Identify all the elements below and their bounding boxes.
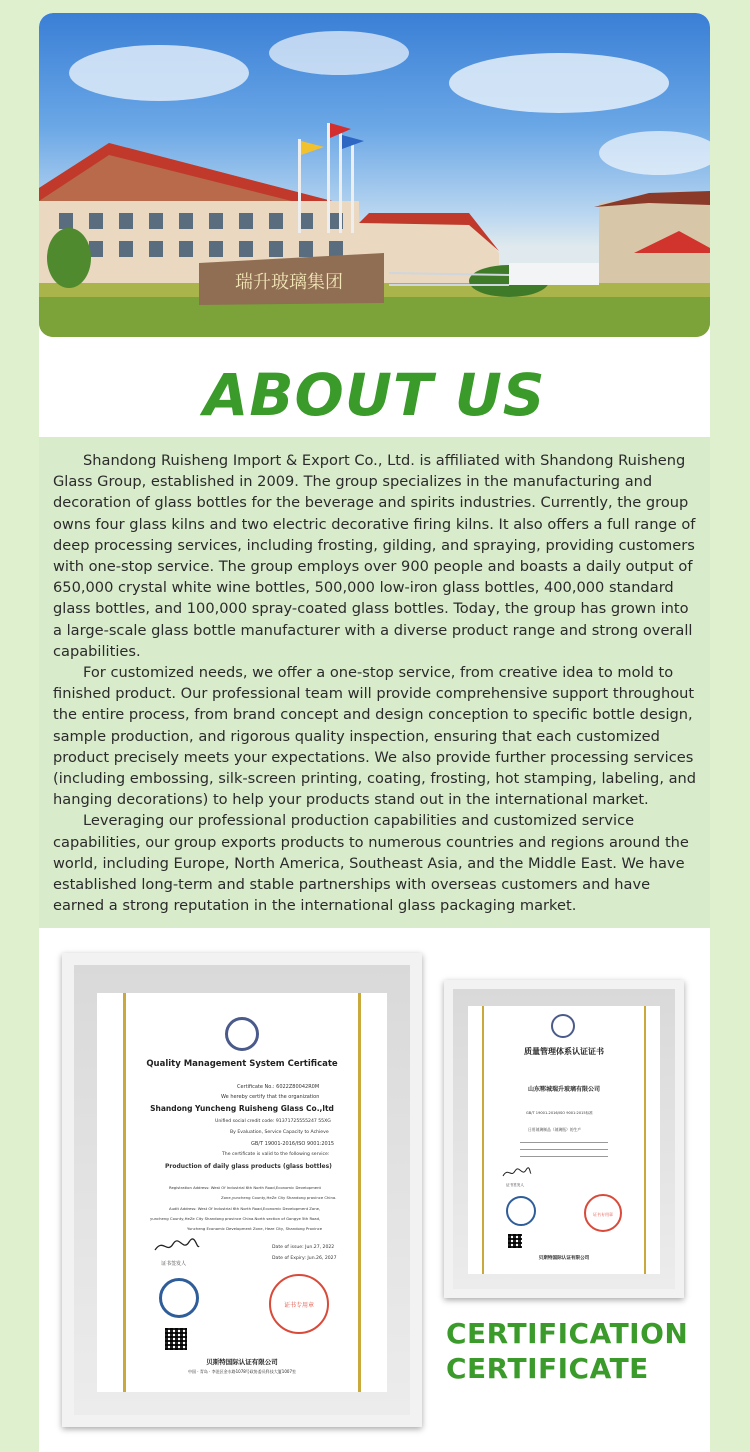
cert-en-company: Shandong Yuncheng Ruisheng Glass Co.,ltd [150,1104,334,1113]
cert-en-reg-address-1: Registration Address: West Of Industrial 6th North Road,Economic Development [169,1185,322,1190]
cert-en-audit-address-1: Audit Address: West Of Industrial 6th North Road,Economic Development Zone, [169,1206,321,1211]
content-card [39,13,710,1452]
cert-en-audit-address-3: Yuncheng Economic Development Zone, Heze City, Shandong Province [187,1226,323,1231]
certifier-logo-small [551,1014,575,1038]
accreditation-logo [159,1278,199,1318]
cert-cn-seal-text: 证书专用章 [593,1212,613,1217]
factory-illustration [39,13,710,337]
cert-en-title: Quality Management System Certificate [146,1059,338,1069]
signature-small [502,1166,532,1180]
cert-cn-title: 质量管理体系认证证书 [524,1047,604,1056]
cert-en-seal-text: 证书专用章 [283,1302,314,1309]
signature [153,1236,201,1256]
certifier-logo [225,1017,259,1051]
cert-frame-english [62,953,422,1427]
cert-en-signer: 证书签发人 [161,1261,187,1267]
cert-en-issuer: 贝斯特国际认证有限公司 [206,1358,278,1366]
cert-cn-company: 山东郓城瑞升玻璃有限公司 [527,1086,600,1093]
cert-en-number: Certificate No.: 6022Z80042R0M [237,1084,320,1090]
cert-en-credit-code: Unified social credit code: 91371725555247 55XG [215,1119,331,1124]
accreditation-logo-small [506,1196,536,1226]
cert-cn-signer: 证书签发人 [506,1183,524,1187]
about-paragraph-2: For customized needs, we offer a one-stop service, from creative idea to mold to finished product. Our professional team will provide comprehensive support throughout the entire process, from brand concept and design conception to specific bottle design, sample production, and rigorous quality inspection, ensuring that each customized product precisely meets your expectations. We also provide further processing services (including embossing, silk-screen printing, coating, frosting, hot stamping, labeling, and hanging decorations) to help your products stand out in the international market. [53,664,697,809]
cert-cn-seal [584,1194,622,1232]
about-paragraph-3: Leveraging our professional production capabilities and customized service capabilities, our group exports products to numerous countries and regions around the world, including Europe, North America, Southeast Asia, and the Middle East. We have established long-term and stable partnerships with overseas customers and have earned a strong reputation in the international glass packaging market. [53,812,689,915]
cert-en-seal [269,1274,329,1334]
qr-code-small [508,1234,522,1248]
cert-chinese [468,1006,660,1274]
cert-en-issue-date: Date of issue: Jun.27, 2022 [272,1245,335,1250]
cert-cn-issuer: 贝斯特国际认证有限公司 [538,1256,590,1261]
sign-text: 瑞升玻璃集团 [235,272,343,293]
cert-cn-scope: 日用玻璃制品（玻璃瓶）的生产 [528,1127,582,1132]
certification-caption-line2: CERTIFICATE [446,1352,649,1385]
cert-en-scope: Production of daily glass products (glass bottles) [165,1163,332,1170]
cert-en-reg-address-2: Zone,yuncheng County,HeZe City Shandong province China. [221,1195,337,1200]
cert-en-evaluation: By Evaluation, Service Capacity to Achieve [230,1130,329,1135]
factory-photo [39,13,710,337]
cert-en-issuer-address: 中国 · 青岛 · 李沧区金水路1078号政协委员科技大厦1007室 [188,1369,296,1374]
cert-en-standard: GB/T 19001-2016/ISO 9001:2015 [251,1141,335,1147]
cert-cn-standard: GB/T 19001-2016/ISO 9001:2015标准 [526,1111,593,1115]
cert-en-valid: The certificate is valid to the following service: [222,1152,330,1157]
qr-code [165,1328,187,1350]
cert-english [97,993,387,1392]
certification-caption-line1: CERTIFICATION [446,1317,689,1350]
about-title: ABOUT US [203,361,546,429]
cert-en-certify: We hereby certify that the organization [221,1094,320,1100]
about-paragraph-1: Shandong Ruisheng Import & Export Co., Ltd. is affiliated with Shandong Ruisheng Glass Group, established in 2009. The group specializes in the manufacturing and decoration of glass bottles for the beverage and spirits industries. Currently, the group owns four glass kilns and two electric decorative firing kilns. It also offers a full range of deep processing services, including frosting, gilding, and spraying, providing customers with one-stop service. The group employs over 900 people and boasts a daily output of 650,000 crystal white wine bottles, 500,000 low-iron glass bottles, 400,000 standard glass bottles, and 100,000 spray-coated glass bottles. Today, the group has grown into a large-scale glass bottle manufacturer with a diverse product range and strong overall capabilities. [53,452,696,660]
cert-frame-chinese [444,980,684,1298]
about-text-block [39,437,710,928]
cert-en-expiry-date: Date of Expiry: Jun.26, 2027 [272,1256,337,1261]
cert-en-audit-address-2: yuncheng County,HeZe City Shandong province China.North section of Gongye 5th Road, [150,1216,321,1221]
